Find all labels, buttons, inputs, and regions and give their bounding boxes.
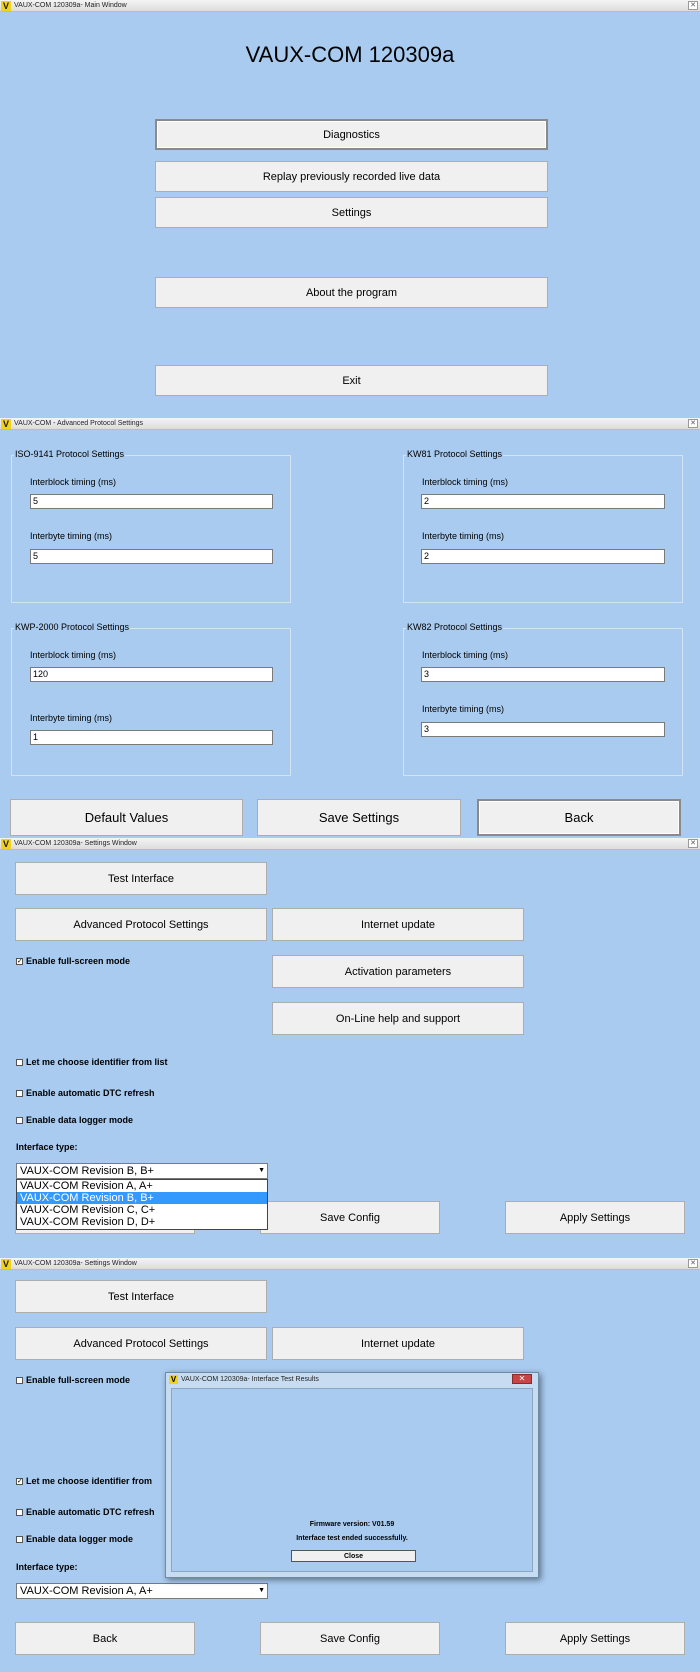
vauxcom-logo-icon: V [170, 1375, 177, 1384]
vauxcom-logo-icon: V [2, 1259, 9, 1269]
test-results-dialog-titlebar [166, 1373, 538, 1387]
save-settings-button[interactable]: Save Settings [257, 799, 461, 836]
main-window-titlebar [0, 0, 700, 12]
checkbox-unchecked-icon[interactable] [16, 1090, 23, 1097]
firmware-version-text: Firmware version: V01.59 [309, 1521, 395, 1528]
kw81-interblock-label: Interblock timing (ms) [422, 477, 509, 487]
test-results-dialog [165, 1372, 539, 1578]
iso-interblock-label: Interblock timing (ms) [30, 477, 117, 487]
fullscreen-checkbox[interactable] [16, 1375, 130, 1385]
fullscreen-checkbox-label: Enable full-screen mode [26, 1375, 131, 1385]
save-config-button[interactable]: Save Config [260, 1201, 440, 1234]
settings-button[interactable]: Settings [155, 197, 548, 228]
kwp2000-group-title: KWP-2000 Protocol Settings [15, 622, 130, 632]
interface-option[interactable]: VAUX-COM Revision A, A+ [20, 1180, 153, 1192]
settings-window-2-title: VAUX-COM 120309a- Settings Window [14, 1260, 137, 1267]
diagnostics-button[interactable]: Diagnostics [155, 119, 548, 150]
back-button[interactable]: Back [477, 799, 681, 836]
iso-interblock-input[interactable]: 5 [30, 494, 273, 509]
kw81-interbyte-label: Interbyte timing (ms) [422, 531, 505, 541]
kwp-interblock-label: Interblock timing (ms) [30, 650, 117, 660]
kw81-interbyte-input[interactable]: 2 [421, 549, 665, 564]
checkbox-unchecked-icon[interactable] [16, 1536, 23, 1543]
close-icon[interactable]: ✕ [688, 1, 698, 10]
checkbox-unchecked-icon[interactable] [16, 1509, 23, 1516]
kwp-interblock-input[interactable]: 120 [30, 667, 273, 682]
test-result-text: Interface test ended successfully. [296, 1535, 408, 1542]
kw81-group-title: KW81 Protocol Settings [407, 449, 503, 459]
save-config-button[interactable]: Save Config [260, 1622, 440, 1655]
fullscreen-checkbox-label: Enable full-screen mode [26, 956, 131, 966]
choose-identifier-checkbox[interactable] [16, 1476, 152, 1486]
interface-type-select[interactable] [16, 1163, 268, 1179]
apply-settings-button[interactable]: Apply Settings [505, 1201, 685, 1234]
interface-option-selected[interactable]: VAUX-COM Revision B, B+ [17, 1192, 267, 1204]
kw82-interbyte-input[interactable]: 3 [421, 722, 665, 737]
auto-dtc-checkbox-label: Enable automatic DTC refresh [26, 1088, 155, 1098]
close-icon[interactable]: ✕ [688, 839, 698, 848]
interface-type-select[interactable] [16, 1583, 268, 1599]
back-button[interactable]: Back [15, 1622, 195, 1655]
kw82-group-title: KW82 Protocol Settings [407, 622, 503, 632]
vauxcom-logo-icon: V [2, 1, 9, 11]
interface-option[interactable]: VAUX-COM Revision C, C+ [20, 1204, 156, 1216]
vauxcom-logo-icon: V [2, 419, 9, 429]
settings-window-1-titlebar [0, 838, 700, 850]
advanced-window-titlebar [0, 418, 700, 430]
settings-window-2 [0, 1258, 700, 1672]
about-button[interactable]: About the program [155, 277, 548, 308]
test-results-dialog-body [171, 1388, 533, 1572]
interface-type-dropdown[interactable] [16, 1179, 268, 1230]
chevron-down-icon[interactable]: ▼ [258, 1587, 265, 1594]
advanced-settings-window [0, 418, 700, 838]
interface-option[interactable]: VAUX-COM Revision D, D+ [20, 1216, 156, 1228]
iso-interbyte-input[interactable]: 5 [30, 549, 273, 564]
close-icon[interactable]: ✕ [688, 419, 698, 428]
main-window [0, 0, 700, 418]
kw82-interbyte-label: Interbyte timing (ms) [422, 704, 505, 714]
replay-button[interactable]: Replay previously recorded live data [155, 161, 548, 192]
settings-window-2-titlebar [0, 1258, 700, 1270]
data-logger-checkbox[interactable] [16, 1534, 133, 1544]
fullscreen-checkbox[interactable] [16, 956, 130, 966]
internet-update-button[interactable]: Internet update [272, 1327, 524, 1360]
test-results-dialog-title: VAUX-COM 120309a- Interface Test Results [181, 1376, 319, 1383]
activation-parameters-button[interactable]: Activation parameters [272, 955, 524, 988]
data-logger-checkbox-label: Enable data logger mode [26, 1115, 134, 1125]
choose-identifier-checkbox-label: Let me choose identifier from [26, 1476, 153, 1486]
choose-identifier-checkbox-label: Let me choose identifier from list [26, 1057, 168, 1067]
default-values-button[interactable]: Default Values [10, 799, 243, 836]
settings-window-1 [0, 838, 700, 1258]
close-button[interactable]: Close [291, 1550, 416, 1562]
checkbox-unchecked-icon[interactable] [16, 1059, 23, 1066]
test-interface-button[interactable]: Test Interface [15, 862, 267, 895]
kwp-interbyte-label: Interbyte timing (ms) [30, 713, 113, 723]
settings-window-1-title: VAUX-COM 120309a- Settings Window [14, 840, 137, 847]
kw82-interblock-input[interactable]: 3 [421, 667, 665, 682]
internet-update-button[interactable]: Internet update [272, 908, 524, 941]
advanced-protocol-settings-button[interactable]: Advanced Protocol Settings [15, 908, 267, 941]
iso-interbyte-label: Interbyte timing (ms) [30, 531, 113, 541]
advanced-protocol-settings-button[interactable]: Advanced Protocol Settings [15, 1327, 267, 1360]
interface-type-value: VAUX-COM Revision A, A+ [20, 1585, 153, 1597]
interface-type-label: Interface type: [16, 1562, 78, 1572]
vauxcom-logo-icon: V [2, 839, 9, 849]
test-interface-button[interactable]: Test Interface [15, 1280, 267, 1313]
checkbox-checked-icon[interactable]: ✓ [17, 1477, 23, 1485]
iso9141-group-title: ISO-9141 Protocol Settings [15, 449, 125, 459]
auto-dtc-checkbox[interactable] [16, 1088, 155, 1098]
close-icon[interactable]: ✕ [512, 1374, 532, 1384]
choose-identifier-checkbox[interactable] [16, 1057, 168, 1067]
kw81-interblock-input[interactable]: 2 [421, 494, 665, 509]
exit-button[interactable]: Exit [155, 365, 548, 396]
checkbox-unchecked-icon[interactable] [16, 1117, 23, 1124]
main-window-title: VAUX-COM 120309a- Main Window [14, 2, 127, 9]
data-logger-checkbox[interactable] [16, 1115, 133, 1125]
advanced-window-title: VAUX-COM - Advanced Protocol Settings [14, 420, 144, 427]
apply-settings-button[interactable]: Apply Settings [505, 1622, 685, 1655]
app-heading: VAUX-COM 120309a [245, 42, 455, 67]
close-icon[interactable]: ✕ [688, 1259, 698, 1268]
interface-type-value: VAUX-COM Revision B, B+ [20, 1165, 154, 1177]
interface-type-label: Interface type: [16, 1142, 78, 1152]
kwp-interbyte-input[interactable]: 1 [30, 730, 273, 745]
kw82-interblock-label: Interblock timing (ms) [422, 650, 509, 660]
auto-dtc-checkbox-label: Enable automatic DTC refresh [26, 1507, 155, 1517]
data-logger-checkbox-label: Enable data logger mode [26, 1534, 134, 1544]
checkbox-checked-icon[interactable]: ✓ [17, 957, 23, 965]
checkbox-unchecked-icon[interactable] [16, 1377, 23, 1384]
online-help-button[interactable]: On-Line help and support [272, 1002, 524, 1035]
auto-dtc-checkbox[interactable] [16, 1507, 155, 1517]
chevron-down-icon[interactable]: ▼ [258, 1167, 265, 1174]
